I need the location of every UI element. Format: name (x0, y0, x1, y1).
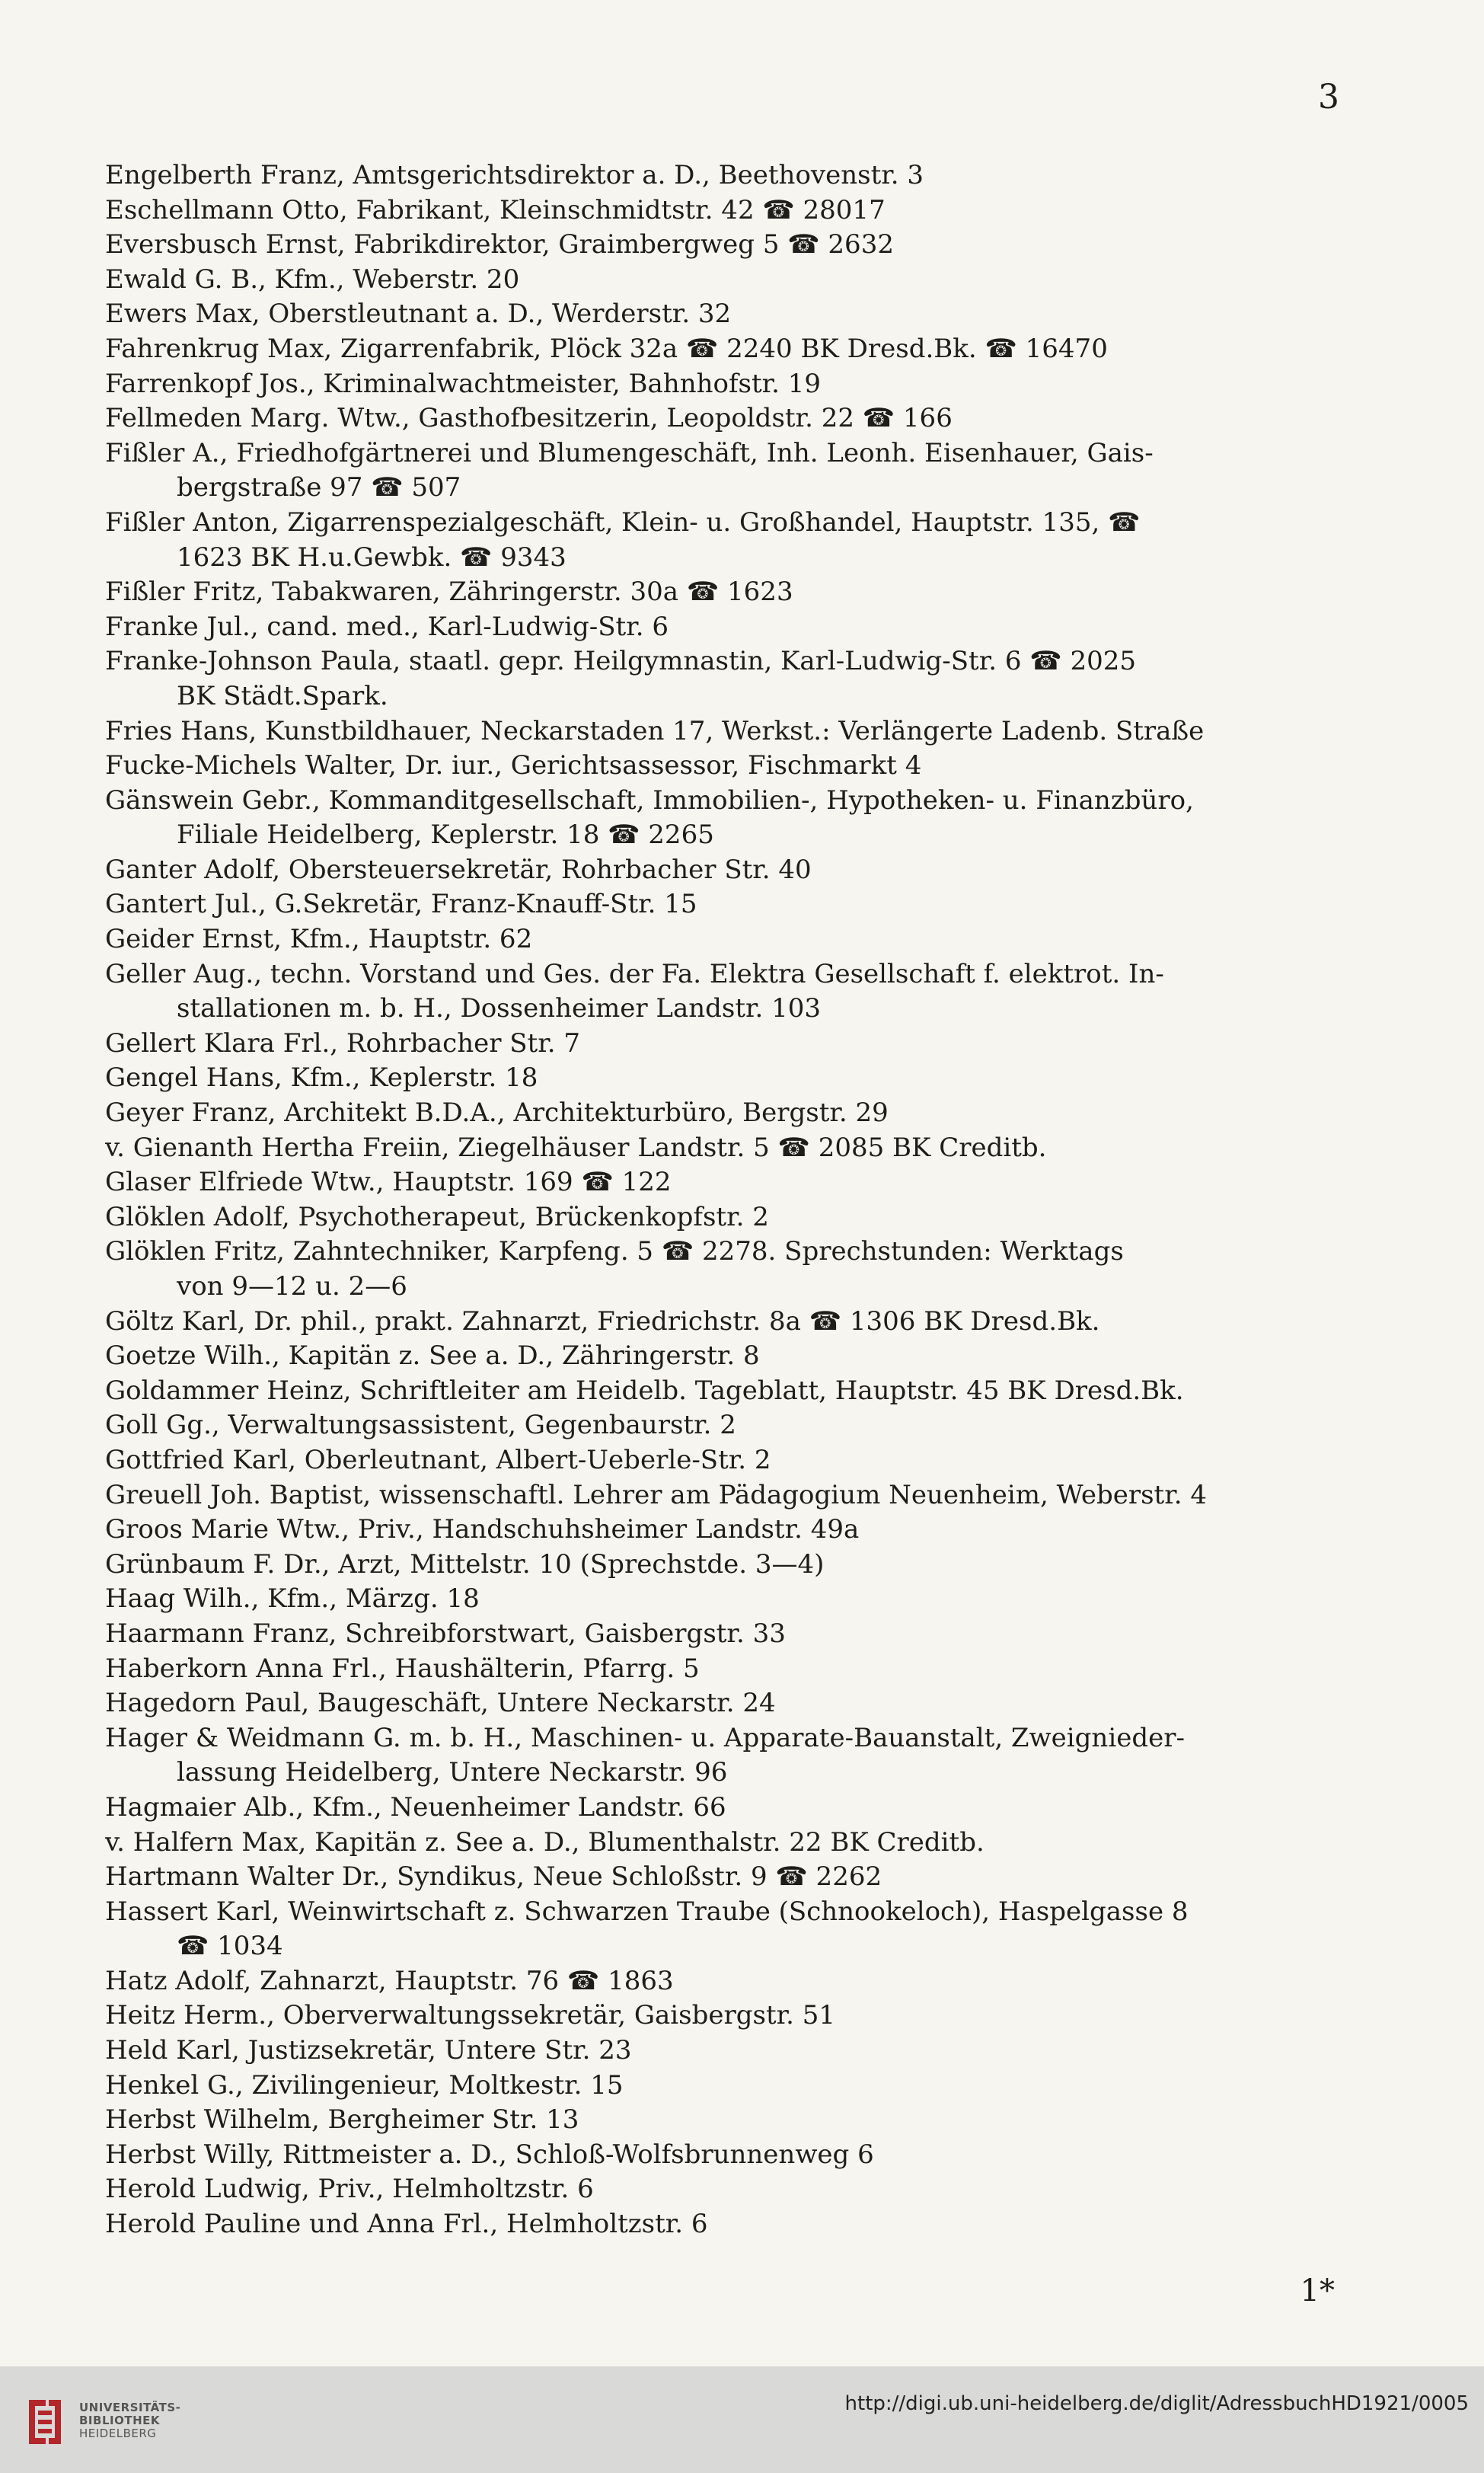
directory-entry: Greuell Joh. Baptist, wissenschaftl. Lehrer am Pädagogium Neuenheim, Weberstr. 4 (105, 1479, 1207, 1510)
directory-entry: Haberkorn Anna Frl., Haushälterin, Pfarrg. 5 (105, 1653, 700, 1684)
directory-entry: Gottfried Karl, Oberleutnant, Albert-Ueberle-Str. 2 (105, 1444, 771, 1475)
directory-entry: Franke-Johnson Paula, staatl. gepr. Heilgymnastin, Karl-Ludwig-Str. 6 ☎ 2025 (105, 646, 1136, 677)
directory-entry: Gengel Hans, Kfm., Keplerstr. 18 (105, 1062, 538, 1094)
directory-entry: Held Karl, Justizsekretär, Untere Str. 23 (105, 2035, 632, 2066)
directory-entry: Fißler Fritz, Tabakwaren, Zähringerstr. 30a ☎ 1623 (105, 577, 793, 608)
directory-entry: Goetze Wilh., Kapitän z. See a. D., Zähringerstr. 8 (105, 1340, 760, 1372)
directory-entry: Hatz Adolf, Zahnarzt, Hauptstr. 76 ☎ 1863 (105, 1965, 674, 1996)
directory-entry: v. Halfern Max, Kapitän z. See a. D., Blumenthalstr. 22 BK Creditb. (105, 1826, 985, 1858)
directory-entry: Glöklen Adolf, Psychotherapeut, Brückenkopfstr. 2 (105, 1201, 769, 1232)
directory-entry: Herbst Willy, Rittmeister a. D., Schloß-Wolfsbrunnenweg 6 (105, 2139, 874, 2170)
directory-entry: Haarmann Franz, Schreibforstwart, Gaisbergstr. 33 (105, 1618, 786, 1649)
directory-entry: Gantert Jul., G.Sekretär, Franz-Knauff-Str. 15 (105, 889, 697, 920)
directory-entry: Grünbaum F. Dr., Arzt, Mittelstr. 10 (Sprechstde. 3—4) (105, 1548, 825, 1580)
directory-entry: Hagmaier Alb., Kfm., Neuenheimer Landstr. 66 (105, 1791, 726, 1823)
directory-entry: Ewald G. B., Kfm., Weberstr. 20 (105, 264, 520, 295)
directory-entry: Hartmann Walter Dr., Syndikus, Neue Schloßstr. 9 ☎ 2262 (105, 1861, 882, 1893)
directory-entry: Göltz Karl, Dr. phil., prakt. Zahnarzt, Friedrichstr. 8a ☎ 1306 BK Dresd.Bk. (105, 1305, 1100, 1337)
directory-entry: Engelberth Franz, Amtsgerichtsdirektor a. D., Beethovenstr. 3 (105, 160, 924, 190)
entry-continuation-line: stallationen m. b. H., Dossenheimer Landstr. 103 (177, 993, 822, 1024)
directory-entry: Glaser Elfriede Wtw., Hauptstr. 169 ☎ 122 (105, 1167, 672, 1198)
directory-entries (105, 158, 1342, 2242)
directory-entry: Goll Gg., Verwaltungsassistent, Gegenbaurstr. 2 (105, 1410, 736, 1441)
logo-line-1: UNIVERSITÄTS- (79, 2401, 181, 2414)
directory-entry: Eschellmann Otto, Fabrikant, Kleinschmidtstr. 42 ☎ 28017 (105, 194, 886, 225)
directory-entry: Henkel G., Zivilingenieur, Moltkestr. 15 (105, 2069, 624, 2101)
directory-entry: Ewers Max, Oberstleutnant a. D., Werderstr. 32 (105, 299, 732, 330)
directory-entry: Glöklen Fritz, Zahntechniker, Karpfeng. 5 ☎ 2278. Sprechstunden: Werktags (105, 1236, 1124, 1267)
directory-entry: Heitz Herm., Oberverwaltungssekretär, Gaisbergstr. 51 (105, 2000, 836, 2031)
directory-entry: Ganter Adolf, Obersteuersekretär, Rohrbacher Str. 40 (105, 854, 812, 885)
entry-continuation-line: BK Städt.Spark. (177, 680, 388, 711)
library-logo-icon (23, 2395, 67, 2449)
directory-entry: Groos Marie Wtw., Priv., Handschuhsheimer Landstr. 49a (105, 1514, 860, 1545)
directory-entry: Hager & Weidmann G. m. b. H., Maschinen- u. Apparate-Bauanstalt, Zweignieder- (105, 1722, 1185, 1753)
directory-entry: Geyer Franz, Architekt B.D.A., Architekturbüro, Bergstr. 29 (105, 1098, 889, 1129)
library-logo-text (79, 2401, 180, 2440)
entry-continuation-line: ☎ 1034 (177, 1931, 283, 1962)
directory-entry: Fellmeden Marg. Wtw., Gasthofbesitzerin, Leopoldstr. 22 ☎ 166 (105, 403, 953, 434)
directory-entry: Fißler Anton, Zigarrenspezialgeschäft, Klein- u. Großhandel, Hauptstr. 135, ☎ (105, 506, 1141, 538)
directory-entry: Eversbusch Ernst, Fabrikdirektor, Graimbergweg 5 ☎ 2632 (105, 229, 894, 260)
signature-mark: 1* (1300, 2273, 1335, 2308)
directory-entry: Fries Hans, Kunstbildhauer, Neckarstaden 17, Werkst.: Verlängerte Ladenb. Straße (105, 715, 1205, 746)
page-number: 3 (1318, 78, 1339, 117)
directory-entry: Gänswein Gebr., Kommanditgesellschaft, Immobilien-, Hypotheken- u. Finanzbüro, (105, 784, 1194, 816)
directory-entry: Goldammer Heinz, Schriftleiter am Heidelb. Tageblatt, Hauptstr. 45 BK Dresd.Bk. (105, 1375, 1184, 1406)
directory-entry: Franke Jul., cand. med., Karl-Ludwig-Str. 6 (105, 611, 669, 642)
directory-entry: Fißler A., Friedhofgärtnerei und Blumengeschäft, Inh. Leonh. Eisenhauer, Gais- (105, 437, 1154, 468)
directory-entry: Haag Wilh., Kfm., Märzg. 18 (105, 1583, 480, 1615)
entry-continuation-line: von 9—12 u. 2—6 (177, 1271, 407, 1302)
directory-entry: Geller Aug., techn. Vorstand und Ges. der Fa. Elektra Gesellschaft f. elektrot. In- (105, 958, 1164, 989)
entry-continuation-line: 1623 BK H.u.Gewbk. ☎ 9343 (177, 542, 566, 573)
directory-entry: Fahrenkrug Max, Zigarrenfabrik, Plöck 32a ☎ 2240 BK Dresd.Bk. ☎ 16470 (105, 333, 1108, 364)
logo-line-3: HEIDELBERG (79, 2427, 157, 2440)
library-logo[interactable] (23, 2395, 190, 2449)
directory-entry: Farrenkopf Jos., Kriminalwachtmeister, Bahnhofstr. 19 (105, 368, 822, 399)
directory-entry: Geider Ernst, Kfm., Hauptstr. 62 (105, 924, 533, 955)
directory-entry: Herold Pauline und Anna Frl., Helmholtzstr. 6 (105, 2209, 708, 2240)
directory-entry: Herbst Wilhelm, Bergheimer Str. 13 (105, 2104, 579, 2136)
directory-entry: Gellert Klara Frl., Rohrbacher Str. 7 (105, 1027, 580, 1059)
footer-bar (0, 2366, 1484, 2473)
entry-continuation-line: bergstraße 97 ☎ 507 (177, 472, 461, 503)
directory-entry: Hagedorn Paul, Baugeschäft, Untere Neckarstr. 24 (105, 1688, 776, 1719)
entry-continuation-line: Filiale Heidelberg, Keplerstr. 18 ☎ 2265 (177, 820, 714, 851)
directory-entry: Hassert Karl, Weinwirtschaft z. Schwarzen Traube (Schnookeloch), Haspelgasse 8 (105, 1896, 1189, 1927)
directory-entry: Herold Ludwig, Priv., Helmholtzstr. 6 (105, 2174, 594, 2205)
entry-continuation-line: lassung Heidelberg, Untere Neckarstr. 96 (177, 1757, 728, 1788)
logo-line-2: BIBLIOTHEK (79, 2414, 160, 2427)
directory-entry: Fucke-Michels Walter, Dr. iur., Gerichtsassessor, Fischmarkt 4 (105, 750, 922, 781)
source-url-link[interactable]: http://digi.ub.uni-heidelberg.de/diglit/AdressbuchHD1921/0005 (844, 2392, 1469, 2415)
directory-entry: v. Gienanth Hertha Freiin, Ziegelhäuser Landstr. 5 ☎ 2085 BK Creditb. (105, 1132, 1047, 1163)
